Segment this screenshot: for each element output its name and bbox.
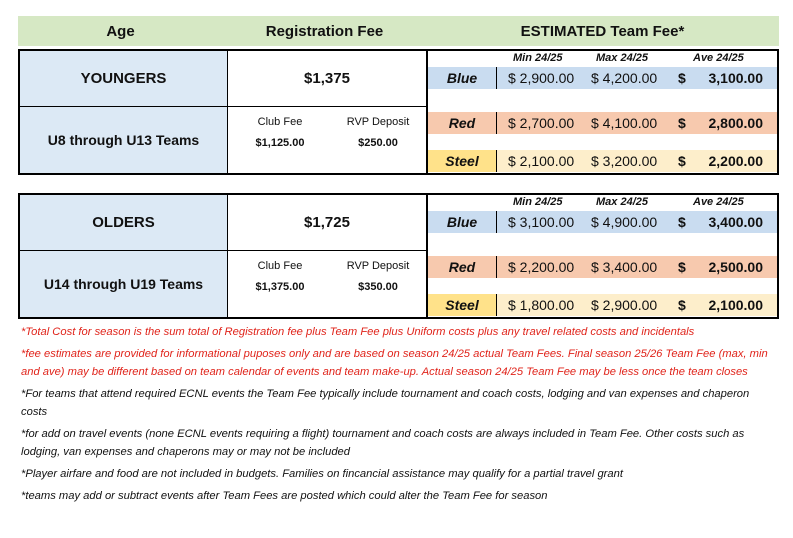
club-fee-label: Club Fee [257,260,303,272]
ave-dollar-sign: $ [678,70,686,86]
table-row [428,67,777,89]
group-teams: U14 through U19 Teams [43,276,204,292]
age-header: Age [106,22,135,40]
rvp-deposit [333,107,423,149]
ave-fee: 3,400.00 [708,214,763,230]
club-fee-value: $1,375.00 [255,281,305,293]
club-fee [235,107,325,149]
note-fee-estimates: *fee estimates are provided for informational puposes only and are based on season 24/25 actual Team Fees. Final season 25/26 Team Fee (max, min and ave) may be different based on team calendar of events and team make-up. Actual season 24/25 Team Fee may be less once the team closes [21,348,768,378]
max-fee: $ 2,900.00 [591,297,658,313]
min-fee: $ 3,100.00 [508,214,575,230]
ave-fee: 2,800.00 [708,115,763,131]
table-row [428,112,777,134]
team-red: Red [428,112,497,134]
ave-dollar-sign: $ [678,153,686,169]
group-teams: U8 through U13 Teams [47,132,200,148]
ave-fee: 2,200.00 [708,153,763,169]
team-fee-column [428,195,777,317]
max-fee: $ 3,200.00 [591,153,658,169]
note-ecnl-events: *For teams that attend required ECNL events the Team Fee typically include tournament and coach costs, lodging and van expenses and chaperon costs [21,388,750,418]
table-header [18,16,779,46]
team-steel: Steel [428,294,497,316]
team-blue: Blue [428,211,497,233]
note-add-subtract-events: *teams may add or subtract events after Team Fees are posted which could alter the Team Fee for season [21,490,548,502]
footnotes [21,323,776,509]
table-row [428,150,777,172]
estimated-team-fee-header: ESTIMATED Team Fee* [520,22,685,40]
note-total-cost: *Total Cost for season is the sum total of Registration fee plus Team Fee plus Uniform costs plus any travel related costs and incidentals [21,326,695,338]
rvp-deposit-value: $250.00 [358,137,398,149]
team-blue: Blue [428,67,497,89]
min-fee: $ 1,800.00 [508,297,575,313]
team-fee-column [428,51,777,173]
registration-total: $1,375 [228,51,426,107]
olders-section [18,193,779,319]
max-fee: $ 4,900.00 [591,214,658,230]
min-fee: $ 2,700.00 [508,115,575,131]
ave-fee: 3,100.00 [708,70,763,86]
ave-column-header: Ave 24/25 [693,52,744,64]
rvp-deposit-label: RVP Deposit [346,260,410,272]
registration-fee-header: Registration Fee [265,22,384,40]
ave-dollar-sign: $ [678,259,686,275]
age-column [20,51,228,173]
age-column [20,195,228,317]
registration-column [228,195,428,317]
group-name: YOUNGERS [20,51,227,107]
rvp-deposit-value: $350.00 [358,281,398,293]
table-row [428,294,777,316]
max-column-header: Max 24/25 [596,196,648,208]
group-name: OLDERS [20,195,227,251]
team-steel: Steel [428,150,497,172]
team-red: Red [428,256,497,278]
min-fee: $ 2,100.00 [508,153,575,169]
note-add-on-travel: *for add on travel events (none ECNL events requiring a flight) tournament and coach costs are always included in Team Fee. Other costs such as lodging, van expenses and chaperons may or may not be included [21,428,745,458]
ave-fee: 2,500.00 [708,259,763,275]
ave-dollar-sign: $ [678,214,686,230]
table-row [428,256,777,278]
ave-dollar-sign: $ [678,115,686,131]
max-fee: $ 4,200.00 [591,70,658,86]
min-column-header: Min 24/25 [513,52,563,64]
club-fee-value: $1,125.00 [255,137,305,149]
ave-column-header: Ave 24/25 [693,196,744,208]
club-fee [235,251,325,293]
ave-fee: 2,100.00 [708,297,763,313]
youngers-section [18,49,779,175]
max-fee: $ 4,100.00 [591,115,658,131]
min-column-header: Min 24/25 [513,196,563,208]
club-fee-label: Club Fee [257,116,303,128]
table-row [428,211,777,233]
max-fee: $ 3,400.00 [591,259,658,275]
registration-total: $1,725 [228,195,426,251]
min-fee: $ 2,200.00 [508,259,575,275]
max-column-header: Max 24/25 [596,52,648,64]
ave-dollar-sign: $ [678,297,686,313]
note-airfare-food: *Player airfare and food are not included in budgets. Families on fincancial assistance may qualify for a partial travel grant [21,468,623,480]
min-fee: $ 2,900.00 [508,70,575,86]
rvp-deposit [333,251,423,293]
registration-column [228,51,428,173]
rvp-deposit-label: RVP Deposit [346,116,410,128]
